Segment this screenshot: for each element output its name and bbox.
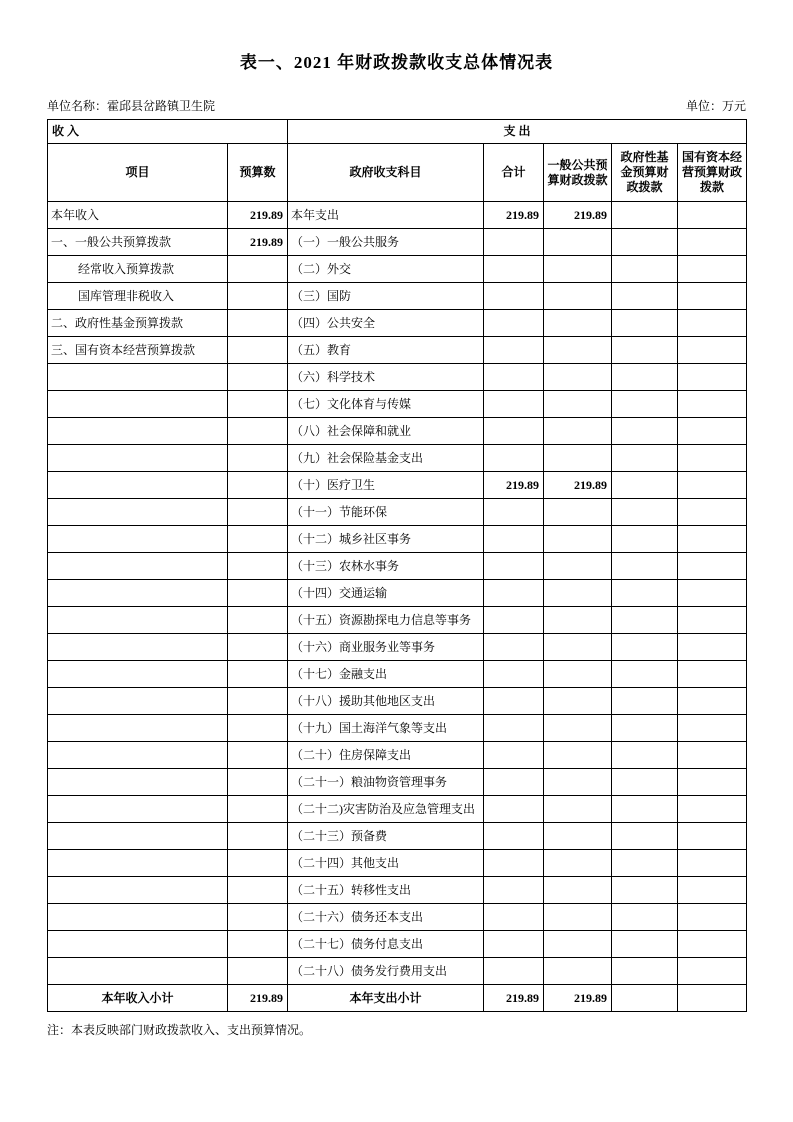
expense-item: （十七）金融支出 bbox=[288, 661, 484, 688]
table-footer-row bbox=[48, 985, 747, 1012]
table-row bbox=[48, 202, 747, 229]
gov-fund-budget-value bbox=[612, 850, 678, 877]
state-capital-budget-value bbox=[678, 310, 747, 337]
table-row bbox=[48, 661, 747, 688]
table-row bbox=[48, 553, 747, 580]
income-item bbox=[48, 715, 228, 742]
expense-subtotal-label: 本年支出小计 bbox=[288, 985, 484, 1012]
currency-unit-label: 单位：万元 bbox=[685, 99, 746, 113]
general-public-budget-value bbox=[544, 310, 612, 337]
income-budget-value: 219.89 bbox=[228, 202, 288, 229]
general-public-budget-value bbox=[544, 904, 612, 931]
income-item: 一、一般公共预算拨款 bbox=[48, 229, 228, 256]
general-public-budget-value bbox=[544, 958, 612, 985]
unit-name bbox=[47, 97, 215, 114]
income-budget-value bbox=[228, 850, 288, 877]
expense-total-value bbox=[484, 850, 544, 877]
income-budget-value bbox=[228, 418, 288, 445]
general-public-budget-value: 219.89 bbox=[544, 472, 612, 499]
income-item bbox=[48, 418, 228, 445]
expense-total-value bbox=[484, 958, 544, 985]
income-item bbox=[48, 472, 228, 499]
state-capital-budget-value bbox=[678, 337, 747, 364]
expense-item: （七）文化体育与传媒 bbox=[288, 391, 484, 418]
page-title: 表一、2021 年财政拨款收支总体情况表 bbox=[239, 53, 554, 72]
income-budget-value bbox=[228, 283, 288, 310]
income-item bbox=[48, 796, 228, 823]
expense-item: （十六）商业服务业等事务 bbox=[288, 634, 484, 661]
income-item: 国库管理非税收入 bbox=[48, 283, 228, 310]
gov-fund-budget-value bbox=[612, 526, 678, 553]
state-capital-budget-value bbox=[678, 904, 747, 931]
expense-total-value bbox=[484, 634, 544, 661]
gov-fund-budget-value bbox=[612, 310, 678, 337]
table-row bbox=[48, 931, 747, 958]
expense-total-value bbox=[484, 877, 544, 904]
income-item: 经常收入预算拨款 bbox=[48, 256, 228, 283]
general-public-budget-value bbox=[544, 283, 612, 310]
state-capital-budget-value bbox=[678, 742, 747, 769]
table-row bbox=[48, 283, 747, 310]
income-item bbox=[48, 607, 228, 634]
income-item bbox=[48, 931, 228, 958]
expense-item: （二十二)灾害防治及应急管理支出 bbox=[288, 796, 484, 823]
expense-total-value bbox=[484, 904, 544, 931]
income-budget-value bbox=[228, 958, 288, 985]
gov-fund-budget-value bbox=[612, 445, 678, 472]
expense-total-value bbox=[484, 823, 544, 850]
expense-item: （二十一）粮油物资管理事务 bbox=[288, 769, 484, 796]
state-capital-budget-value bbox=[678, 418, 747, 445]
income-item bbox=[48, 445, 228, 472]
income-budget-value bbox=[228, 661, 288, 688]
expense-subtotal-capital bbox=[678, 985, 747, 1012]
table-header-row bbox=[48, 144, 747, 202]
gov-fund-budget-value bbox=[612, 256, 678, 283]
income-budget-value bbox=[228, 715, 288, 742]
expense-total-value bbox=[484, 445, 544, 472]
income-budget-value bbox=[228, 256, 288, 283]
table-row bbox=[48, 256, 747, 283]
footnote: 注：本表反映部门财政拨款收入、支出预算情况。 bbox=[47, 1023, 312, 1037]
income-budget-value bbox=[228, 796, 288, 823]
income-item bbox=[48, 958, 228, 985]
col-header-state-capital-budget: 国有资本经营预算财政拨款 bbox=[678, 144, 747, 202]
expense-total-value bbox=[484, 688, 544, 715]
expense-item: （十一）节能环保 bbox=[288, 499, 484, 526]
expense-total-value bbox=[484, 715, 544, 742]
table-row bbox=[48, 715, 747, 742]
income-budget-value bbox=[228, 499, 288, 526]
income-budget-value bbox=[228, 364, 288, 391]
income-group-header: 收 入 bbox=[48, 120, 288, 144]
state-capital-budget-value bbox=[678, 283, 747, 310]
expense-total-value bbox=[484, 769, 544, 796]
state-capital-budget-value bbox=[678, 229, 747, 256]
general-public-budget-value bbox=[544, 526, 612, 553]
expense-subtotal-total: 219.89 bbox=[484, 985, 544, 1012]
income-budget-value: 219.89 bbox=[228, 229, 288, 256]
income-item bbox=[48, 634, 228, 661]
state-capital-budget-value bbox=[678, 796, 747, 823]
general-public-budget-value bbox=[544, 256, 612, 283]
table-row bbox=[48, 634, 747, 661]
income-budget-value bbox=[228, 931, 288, 958]
income-budget-value bbox=[228, 391, 288, 418]
general-public-budget-value bbox=[544, 877, 612, 904]
income-budget-value bbox=[228, 904, 288, 931]
gov-fund-budget-value bbox=[612, 769, 678, 796]
table-row bbox=[48, 364, 747, 391]
expense-total-value bbox=[484, 337, 544, 364]
income-item: 三、国有资本经营预算拨款 bbox=[48, 337, 228, 364]
col-header-expense-category: 政府收支科目 bbox=[288, 144, 484, 202]
unit-name-label: 单位名称： bbox=[47, 99, 108, 113]
income-item bbox=[48, 877, 228, 904]
expense-item: （二十五）转移性支出 bbox=[288, 877, 484, 904]
income-budget-value bbox=[228, 688, 288, 715]
table-row bbox=[48, 580, 747, 607]
state-capital-budget-value bbox=[678, 823, 747, 850]
income-budget-value bbox=[228, 553, 288, 580]
general-public-budget-value bbox=[544, 607, 612, 634]
meta-line bbox=[47, 97, 746, 114]
income-budget-value bbox=[228, 607, 288, 634]
table-row bbox=[48, 742, 747, 769]
gov-fund-budget-value bbox=[612, 742, 678, 769]
col-header-total: 合计 bbox=[484, 144, 544, 202]
expense-item: （二十七）债务付息支出 bbox=[288, 931, 484, 958]
expense-total-value bbox=[484, 310, 544, 337]
income-item: 本年收入 bbox=[48, 202, 228, 229]
table-row bbox=[48, 904, 747, 931]
gov-fund-budget-value bbox=[612, 499, 678, 526]
general-public-budget-value bbox=[544, 418, 612, 445]
income-budget-value bbox=[228, 337, 288, 364]
general-public-budget-value bbox=[544, 499, 612, 526]
income-budget-value bbox=[228, 445, 288, 472]
gov-fund-budget-value bbox=[612, 931, 678, 958]
gov-fund-budget-value bbox=[612, 337, 678, 364]
expense-total-value bbox=[484, 553, 544, 580]
general-public-budget-value bbox=[544, 931, 612, 958]
general-public-budget-value bbox=[544, 553, 612, 580]
expense-item: （三）国防 bbox=[288, 283, 484, 310]
col-header-budget: 预算数 bbox=[228, 144, 288, 202]
state-capital-budget-value bbox=[678, 526, 747, 553]
table-row bbox=[48, 445, 747, 472]
general-public-budget-value bbox=[544, 769, 612, 796]
table-row bbox=[48, 823, 747, 850]
income-item bbox=[48, 661, 228, 688]
table-row bbox=[48, 229, 747, 256]
income-item bbox=[48, 769, 228, 796]
expense-total-value bbox=[484, 391, 544, 418]
income-item bbox=[48, 553, 228, 580]
income-item bbox=[48, 580, 228, 607]
gov-fund-budget-value bbox=[612, 688, 678, 715]
income-budget-value bbox=[228, 634, 288, 661]
income-budget-value bbox=[228, 877, 288, 904]
state-capital-budget-value bbox=[678, 877, 747, 904]
state-capital-budget-value bbox=[678, 580, 747, 607]
gov-fund-budget-value bbox=[612, 553, 678, 580]
general-public-budget-value bbox=[544, 337, 612, 364]
state-capital-budget-value bbox=[678, 958, 747, 985]
expense-item: （二十六）债务还本支出 bbox=[288, 904, 484, 931]
state-capital-budget-value bbox=[678, 445, 747, 472]
expense-subtotal-fund bbox=[612, 985, 678, 1012]
expense-total-value bbox=[484, 229, 544, 256]
gov-fund-budget-value bbox=[612, 202, 678, 229]
expense-total-value: 219.89 bbox=[484, 472, 544, 499]
state-capital-budget-value bbox=[678, 850, 747, 877]
expense-item: （十三）农林水事务 bbox=[288, 553, 484, 580]
expense-item: （二十三）预备费 bbox=[288, 823, 484, 850]
budget-table bbox=[47, 119, 747, 1012]
expense-item: （九）社会保险基金支出 bbox=[288, 445, 484, 472]
table-row bbox=[48, 850, 747, 877]
state-capital-budget-value bbox=[678, 553, 747, 580]
expense-total-value: 219.89 bbox=[484, 202, 544, 229]
general-public-budget-value bbox=[544, 823, 612, 850]
expense-group-header: 支 出 bbox=[288, 120, 747, 144]
table-header-group-row bbox=[48, 120, 747, 144]
state-capital-budget-value bbox=[678, 688, 747, 715]
general-public-budget-value bbox=[544, 391, 612, 418]
expense-total-value bbox=[484, 661, 544, 688]
expense-total-value bbox=[484, 580, 544, 607]
income-budget-value bbox=[228, 310, 288, 337]
expense-item: （二）外交 bbox=[288, 256, 484, 283]
gov-fund-budget-value bbox=[612, 391, 678, 418]
expense-subtotal-general: 219.89 bbox=[544, 985, 612, 1012]
table-row bbox=[48, 472, 747, 499]
expense-item: （八）社会保障和就业 bbox=[288, 418, 484, 445]
general-public-budget-value bbox=[544, 661, 612, 688]
expense-total-value bbox=[484, 526, 544, 553]
gov-fund-budget-value bbox=[612, 661, 678, 688]
table-row bbox=[48, 391, 747, 418]
state-capital-budget-value bbox=[678, 931, 747, 958]
table-row bbox=[48, 499, 747, 526]
col-header-item: 项目 bbox=[48, 144, 228, 202]
income-budget-value bbox=[228, 526, 288, 553]
expense-item: （二十四）其他支出 bbox=[288, 850, 484, 877]
gov-fund-budget-value bbox=[612, 958, 678, 985]
income-item bbox=[48, 850, 228, 877]
expense-item: （十）医疗卫生 bbox=[288, 472, 484, 499]
state-capital-budget-value bbox=[678, 472, 747, 499]
table-row bbox=[48, 877, 747, 904]
expense-total-value bbox=[484, 742, 544, 769]
gov-fund-budget-value bbox=[612, 796, 678, 823]
state-capital-budget-value bbox=[678, 661, 747, 688]
table-row bbox=[48, 796, 747, 823]
table-row bbox=[48, 418, 747, 445]
income-item bbox=[48, 391, 228, 418]
general-public-budget-value bbox=[544, 445, 612, 472]
expense-item: （六）科学技术 bbox=[288, 364, 484, 391]
income-budget-value bbox=[228, 742, 288, 769]
income-budget-value bbox=[228, 472, 288, 499]
general-public-budget-value bbox=[544, 742, 612, 769]
expense-total-value bbox=[484, 607, 544, 634]
income-item bbox=[48, 742, 228, 769]
income-subtotal-value: 219.89 bbox=[228, 985, 288, 1012]
gov-fund-budget-value bbox=[612, 418, 678, 445]
state-capital-budget-value bbox=[678, 634, 747, 661]
gov-fund-budget-value bbox=[612, 283, 678, 310]
income-item: 二、政府性基金预算拨款 bbox=[48, 310, 228, 337]
gov-fund-budget-value bbox=[612, 823, 678, 850]
state-capital-budget-value bbox=[678, 256, 747, 283]
expense-total-value bbox=[484, 796, 544, 823]
general-public-budget-value bbox=[544, 634, 612, 661]
state-capital-budget-value bbox=[678, 202, 747, 229]
expense-total-value bbox=[484, 364, 544, 391]
col-header-general-public-budget: 一般公共预算财政拨款 bbox=[544, 144, 612, 202]
table-row bbox=[48, 337, 747, 364]
expense-item: （十四）交通运输 bbox=[288, 580, 484, 607]
gov-fund-budget-value bbox=[612, 472, 678, 499]
state-capital-budget-value bbox=[678, 769, 747, 796]
general-public-budget-value bbox=[544, 580, 612, 607]
gov-fund-budget-value bbox=[612, 229, 678, 256]
table-row bbox=[48, 526, 747, 553]
expense-item: （四）公共安全 bbox=[288, 310, 484, 337]
table-row bbox=[48, 769, 747, 796]
income-item bbox=[48, 499, 228, 526]
table-row bbox=[48, 688, 747, 715]
expense-item: （一）一般公共服务 bbox=[288, 229, 484, 256]
gov-fund-budget-value bbox=[612, 580, 678, 607]
expense-total-value bbox=[484, 931, 544, 958]
income-subtotal-label: 本年收入小计 bbox=[48, 985, 228, 1012]
table-row bbox=[48, 310, 747, 337]
gov-fund-budget-value bbox=[612, 715, 678, 742]
expense-total-value bbox=[484, 283, 544, 310]
expense-total-value bbox=[484, 256, 544, 283]
expense-item: （十二）城乡社区事务 bbox=[288, 526, 484, 553]
state-capital-budget-value bbox=[678, 715, 747, 742]
income-item bbox=[48, 823, 228, 850]
income-budget-value bbox=[228, 580, 288, 607]
gov-fund-budget-value bbox=[612, 364, 678, 391]
general-public-budget-value bbox=[544, 796, 612, 823]
expense-item: （二十八）债务发行费用支出 bbox=[288, 958, 484, 985]
table-row bbox=[48, 607, 747, 634]
state-capital-budget-value bbox=[678, 499, 747, 526]
col-header-gov-fund-budget: 政府性基金预算财政拨款 bbox=[612, 144, 678, 202]
income-budget-value bbox=[228, 823, 288, 850]
income-item bbox=[48, 364, 228, 391]
expense-item: （十八）援助其他地区支出 bbox=[288, 688, 484, 715]
expense-item: （二十）住房保障支出 bbox=[288, 742, 484, 769]
unit-name-value: 霍邱县岔路镇卫生院 bbox=[107, 99, 216, 113]
general-public-budget-value bbox=[544, 229, 612, 256]
gov-fund-budget-value bbox=[612, 634, 678, 661]
expense-item: （十九）国土海洋气象等支出 bbox=[288, 715, 484, 742]
general-public-budget-value bbox=[544, 850, 612, 877]
table-row bbox=[48, 958, 747, 985]
expense-total-value bbox=[484, 418, 544, 445]
expense-item: （十五）资源勘探电力信息等事务 bbox=[288, 607, 484, 634]
general-public-budget-value bbox=[544, 688, 612, 715]
state-capital-budget-value bbox=[678, 364, 747, 391]
income-item bbox=[48, 526, 228, 553]
expense-item: （五）教育 bbox=[288, 337, 484, 364]
income-budget-value bbox=[228, 769, 288, 796]
gov-fund-budget-value bbox=[612, 877, 678, 904]
general-public-budget-value: 219.89 bbox=[544, 202, 612, 229]
gov-fund-budget-value bbox=[612, 607, 678, 634]
expense-item: 本年支出 bbox=[288, 202, 484, 229]
general-public-budget-value bbox=[544, 364, 612, 391]
general-public-budget-value bbox=[544, 715, 612, 742]
income-item bbox=[48, 688, 228, 715]
state-capital-budget-value bbox=[678, 391, 747, 418]
gov-fund-budget-value bbox=[612, 904, 678, 931]
expense-total-value bbox=[484, 499, 544, 526]
income-item bbox=[48, 904, 228, 931]
state-capital-budget-value bbox=[678, 607, 747, 634]
